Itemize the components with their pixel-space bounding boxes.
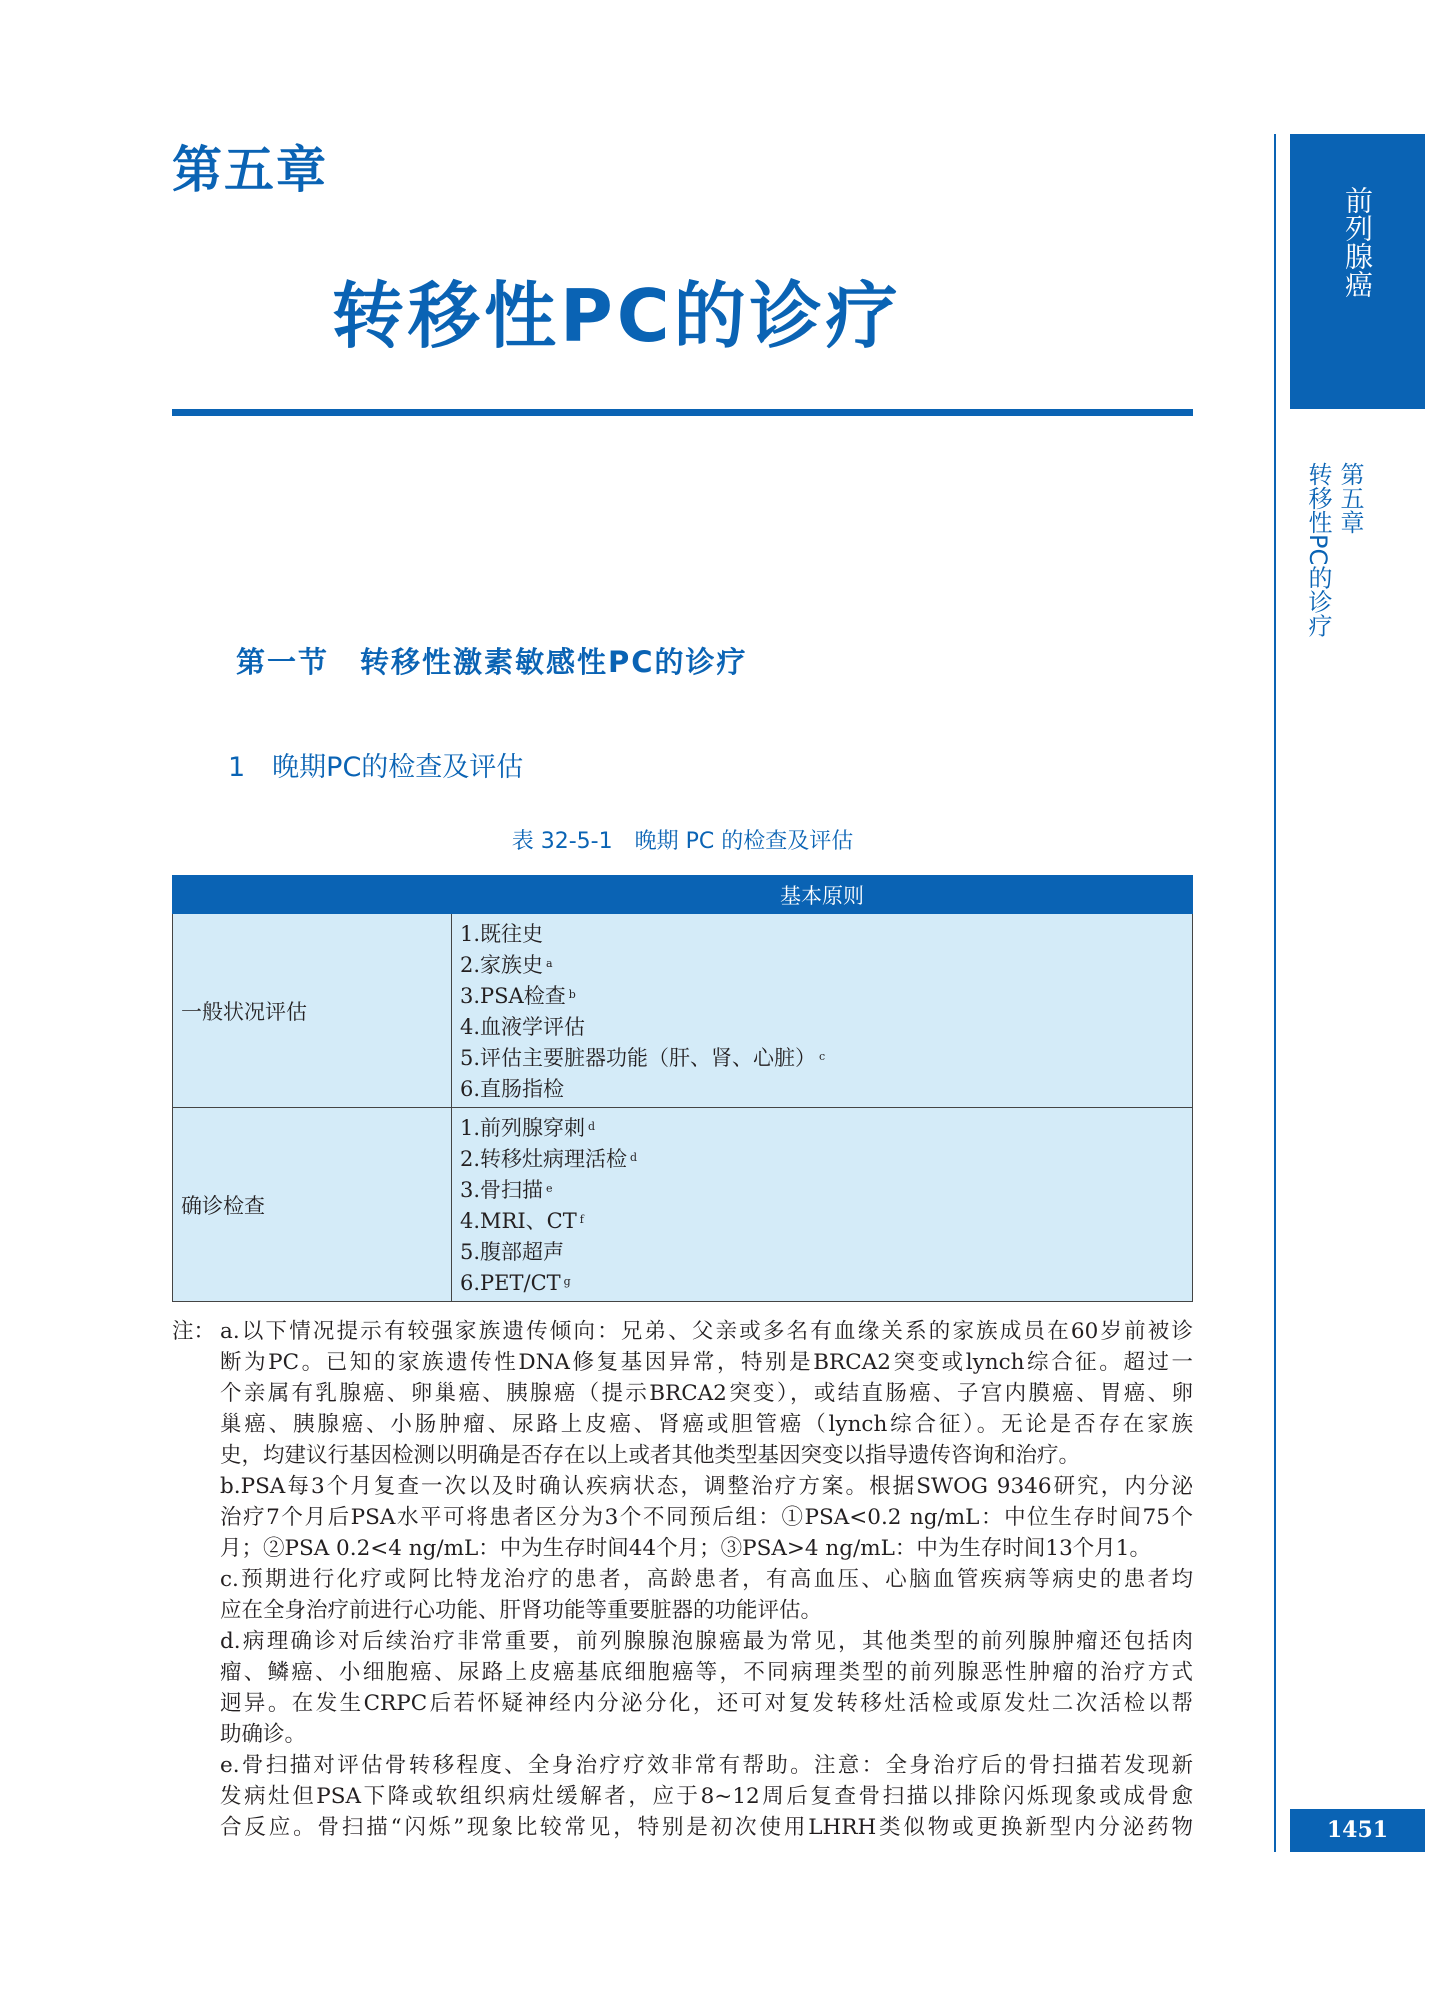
footnote-marker: e — [546, 1182, 553, 1195]
footnote-marker: f — [579, 1213, 584, 1226]
item-text: 6.直肠指检 — [460, 1077, 565, 1101]
table-row — [173, 1108, 1193, 1302]
side-chapter-title: 转移性PC的诊疗 — [1304, 462, 1332, 638]
footnote-marker: d — [630, 1151, 638, 1164]
note-line: 瘤、鳞癌、小细胞癌、尿路上皮癌基底细胞癌等，不同病理类型的前列腺恶性肿瘤的治疗方式 — [220, 1660, 1193, 1685]
side-tab-label: 前列腺癌 — [1341, 186, 1374, 298]
footnote-marker: d — [588, 1120, 596, 1133]
table-header-cell — [173, 876, 452, 914]
footnote-marker: c — [819, 1050, 826, 1063]
table-row — [173, 914, 1193, 1108]
list-item — [460, 1144, 1184, 1175]
note-line: 应在全身治疗前进行心功能、肝肾功能等重要脏器的功能评估。 — [220, 1598, 823, 1623]
item-text: 6.PET/CT — [460, 1271, 561, 1295]
item-text: 4.MRI、CT — [460, 1209, 577, 1233]
list-item — [460, 1043, 1184, 1074]
row-items — [452, 1108, 1193, 1302]
item-text: 3.骨扫描 — [460, 1178, 544, 1202]
table-notes — [172, 1316, 1193, 1843]
item-text: 1.既往史 — [460, 922, 544, 946]
row-category: 确诊检查 — [173, 1108, 452, 1302]
title-divider — [172, 409, 1193, 416]
list-item — [460, 981, 1184, 1012]
sub-heading: 1 晚期PC的检查及评估 — [228, 752, 524, 783]
item-text: 5.腹部超声 — [460, 1240, 565, 1264]
page-number: 1451 — [1290, 1809, 1425, 1852]
note-line: 个亲属有乳腺癌、卵巢癌、胰腺癌（提示BRCA2突变），或结直肠癌、子宫内膜癌、胃癌、卵 — [220, 1381, 1193, 1406]
side-chapter-label — [1304, 462, 1366, 638]
list-item — [460, 1268, 1184, 1299]
note-line: 月；②PSA 0.2<4 ng/mL：中为生存时间44个月；③PSA>4 ng/mL：中为生存时间13个月1。 — [220, 1536, 1151, 1561]
note-line: 断为PC。已知的家族遗传性DNA修复基因异常，特别是BRCA2突变或lynch综合征。超过一 — [220, 1350, 1193, 1375]
chapter-title: 转移性PC的诊疗 — [332, 274, 902, 358]
list-item — [460, 1012, 1184, 1043]
note-line: 助确诊。 — [220, 1722, 307, 1747]
note-line: e.骨扫描对评估骨转移程度、全身治疗疗效非常有帮助。注意：全身治疗后的骨扫描若发现新 — [220, 1753, 1193, 1778]
list-item — [460, 1237, 1184, 1268]
table-header-row — [173, 876, 1193, 914]
notes-label: 注： — [172, 1319, 216, 1344]
side-divider-line — [1274, 134, 1276, 1852]
table-header-cell: 基本原则 — [452, 876, 1193, 914]
note-line: 治疗7个月后PSA水平可将患者区分为3个不同预后组：①PSA<0.2 ng/mL：中位生存时间75个 — [220, 1505, 1193, 1530]
list-item — [460, 1206, 1184, 1237]
item-text: 5.评估主要脏器功能（肝、肾、心脏） — [460, 1046, 817, 1070]
note-line: 合反应。骨扫描“闪烁”现象比较常见，特别是初次使用LHRH类似物或更换新型内分泌药物 — [220, 1815, 1193, 1840]
item-text: 2.转移灶病理活检 — [460, 1147, 628, 1171]
row-items — [452, 914, 1193, 1108]
table-caption: 表 32-5-1 晚期 PC 的检查及评估 — [511, 829, 854, 854]
note-line: 发病灶但PSA下降或软组织病灶缓解者，应于8~12周后复查骨扫描以排除闪烁现象或成骨愈 — [220, 1784, 1193, 1809]
footnote-marker: b — [568, 988, 576, 1001]
chapter-number: 第五章 — [172, 141, 328, 199]
list-item — [460, 1074, 1184, 1105]
note-line: b.PSA每3个月复查一次以及时确认疾病状态，调整治疗方案。根据SWOG 9346研究，内分泌 — [220, 1474, 1193, 1499]
row-category: 一般状况评估 — [173, 914, 452, 1108]
note-line: d.病理确诊对后续治疗非常重要，前列腺腺泡腺癌最为常见，其他类型的前列腺肿瘤还包括肉 — [220, 1629, 1193, 1654]
list-item — [460, 1175, 1184, 1206]
side-chapter-number: 第五章 — [1336, 462, 1364, 534]
item-text: 3.PSA检查 — [460, 984, 566, 1008]
evaluation-table — [172, 875, 1193, 1302]
list-item — [460, 919, 1184, 950]
footnote-marker: g — [563, 1275, 571, 1288]
list-item — [460, 950, 1184, 981]
note-line: 巢癌、胰腺癌、小肠肿瘤、尿路上皮癌、肾癌或胆管癌（lynch综合征）。无论是否存在家族 — [220, 1412, 1193, 1437]
item-text: 1.前列腺穿刺 — [460, 1116, 586, 1140]
item-text: 2.家族史 — [460, 953, 544, 977]
section-heading: 第一节 转移性激素敏感性PC的诊疗 — [236, 645, 748, 679]
item-text: 4.血液学评估 — [460, 1015, 586, 1039]
note-line: 史，均建议行基因检测以明确是否存在以上或者其他类型基因突变以指导遗传咨询和治疗。 — [220, 1443, 1081, 1468]
note-line: c.预期进行化疗或阿比特龙治疗的患者，高龄患者，有高血压、心脑血管疾病等病史的患者均 — [220, 1567, 1193, 1592]
note-line: 迥异。在发生CRPC后若怀疑神经内分泌分化，还可对复发转移灶活检或原发灶二次活检以帮 — [220, 1691, 1193, 1716]
note-line: a.以下情况提示有较强家族遗传倾向：兄弟、父亲或多名有血缘关系的家族成员在60岁前被诊 — [220, 1319, 1193, 1344]
footnote-marker: a — [546, 957, 553, 970]
list-item — [460, 1113, 1184, 1144]
